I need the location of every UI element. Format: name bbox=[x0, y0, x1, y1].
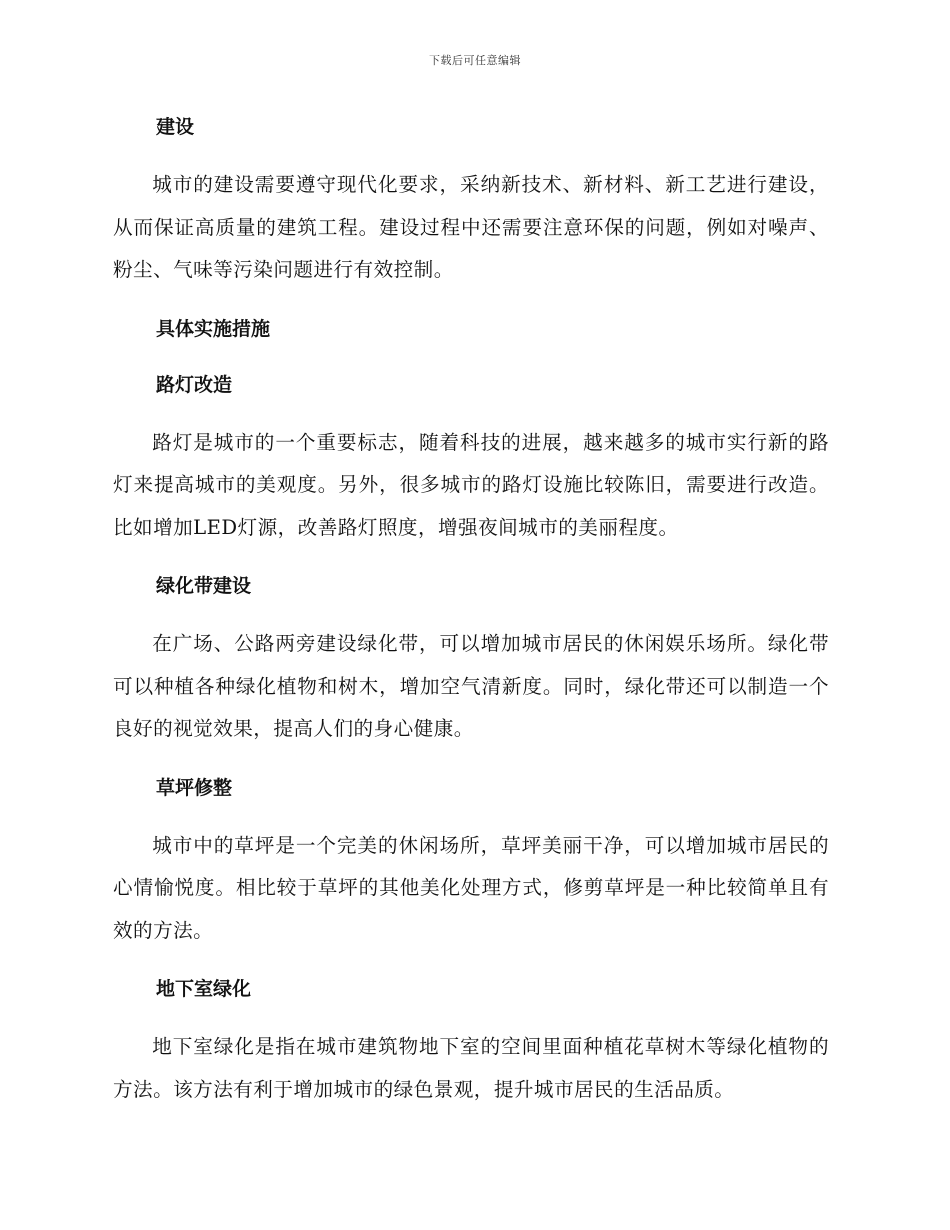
section-heading-lawn: 草坪修整 bbox=[156, 776, 233, 799]
paragraph-construction: 城市的建设需要遵守现代化要求，采纳新技术、新材料、新工艺进行建设，从而保证高质量的建筑工程。建设过程中还需要注意环保的问题，例如对噪声、粉尘、气味等污染问题进行有效控制。 bbox=[113, 173, 829, 281]
section-heading-measures: 具体实施措施 bbox=[156, 317, 271, 340]
section-heading-streetlight: 路灯改造 bbox=[156, 373, 233, 396]
document-body bbox=[113, 108, 829, 1111]
section-heading-greenbelt: 绿化带建设 bbox=[156, 575, 252, 597]
paragraph-streetlight: 路灯是城市的一个重要标志，随着科技的进展，越来越多的城市实行新的路灯来提高城市的美观度。另外，很多城市的路灯设施比较陈旧，需要进行改造。比如增加LED灯源，改善路灯照度，增强夜间城市的美丽程度。 bbox=[113, 430, 829, 539]
section-heading-basement: 地下室绿化 bbox=[156, 978, 252, 1000]
section-heading-construction: 建设 bbox=[156, 116, 195, 138]
paragraph-lawn: 城市中的草坪是一个完美的休闲场所，草坪美丽干净，可以增加城市居民的心情愉悦度。相比较于草坪的其他美化处理方式，修剪草坪是一种比较简单且有效的方法。 bbox=[113, 833, 829, 942]
paragraph-greenbelt: 在广场、公路两旁建设绿化带，可以增加城市居民的休闲娱乐场所。绿化带可以种植各种绿化植物和树木，增加空气清新度。同时，绿化带还可以制造一个良好的视觉效果，提高人们的身心健康。 bbox=[113, 632, 829, 740]
page-header: 下载后可任意编辑 bbox=[429, 54, 521, 67]
paragraph-basement: 地下室绿化是指在城市建筑物地下室的空间里面种植花草树木等绿化植物的方法。该方法有利于增加城市的绿色景观，提升城市居民的生活品质。 bbox=[113, 1035, 829, 1101]
